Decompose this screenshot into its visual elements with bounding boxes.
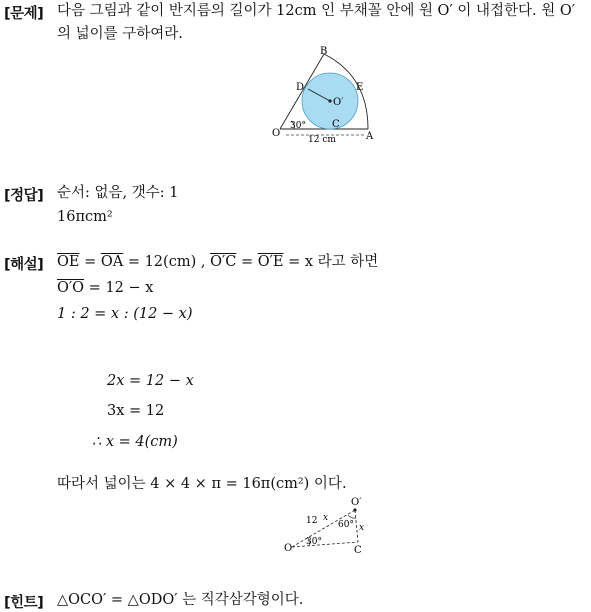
segment-o-prime-o: O′O [57, 280, 85, 296]
line-o-c [292, 542, 358, 547]
label-c-2: C [354, 545, 362, 556]
point-o-prime [353, 508, 356, 511]
label-d: D [296, 82, 305, 93]
label-x-top: x [323, 513, 329, 523]
hint-label: [힌트] [4, 595, 44, 611]
label-c: C [332, 119, 340, 130]
label-x-side: x [359, 523, 365, 533]
problem-text-line1: 다음 그림과 같이 반지름의 길이가 12cm 인 부채꼴 안에 원 O′ 이 내접한다. 원 O′ [57, 3, 576, 19]
label-a: A [366, 131, 374, 142]
label-o-2: O [284, 543, 293, 554]
angle-60-arc [348, 515, 356, 518]
hint-text: △OCO′ = △ODO′ 는 직각삼각형이다. [57, 592, 304, 608]
solution-line1: $\overline{OE} = \overline{OA} = 12(cm)$ , O′C = O′E = x 라고 하면 [57, 254, 379, 270]
problem-label: [문제] [4, 6, 44, 22]
segment-o-prime-e: O′E [257, 254, 284, 270]
center-point [328, 99, 331, 102]
label-60: 60° [338, 520, 354, 530]
label-o-prime: O′ [333, 97, 344, 108]
label-o-prime-2: O′ [351, 497, 362, 508]
answer-meta: 순서: 없음, 갯수: 1 [57, 185, 179, 201]
label-e: E [356, 82, 364, 93]
label-b: B [320, 46, 328, 57]
triangle-figure [280, 494, 375, 556]
answer-value: 16πcm² [57, 209, 113, 225]
solution-line2: O′O = 12 − x [57, 280, 154, 296]
answer-label: [정답] [4, 188, 44, 204]
label-30: 30° [306, 537, 322, 547]
label-radius: 12 cm [308, 135, 336, 145]
segment-oa: $\overline{OA}$ [100, 254, 124, 270]
label-o: O [272, 128, 281, 139]
equation-1: 2x = 12 − x [107, 373, 194, 389]
segment-o-prime-c: O′C [210, 254, 237, 270]
label-angle: 30° [290, 121, 306, 131]
label-12: 12 [306, 516, 318, 526]
equation-2: 3x = 12 [107, 403, 165, 419]
sector-figure [268, 46, 383, 146]
solution-conclusion: 따라서 넓이는 4 × 4 × π = 16π(cm²) 이다. [57, 476, 347, 492]
line-o-prime-c [355, 510, 358, 542]
solution-label: [해설] [4, 257, 44, 273]
solution-ratio: 1 : 2 = x : (12 − x) [57, 306, 193, 322]
segment-oe: $\overline{OE}$ [57, 254, 80, 270]
problem-text-line2: 의 넓이를 구하여라. [57, 26, 183, 42]
equation-3: ∴ x = 4(cm) [92, 434, 178, 450]
